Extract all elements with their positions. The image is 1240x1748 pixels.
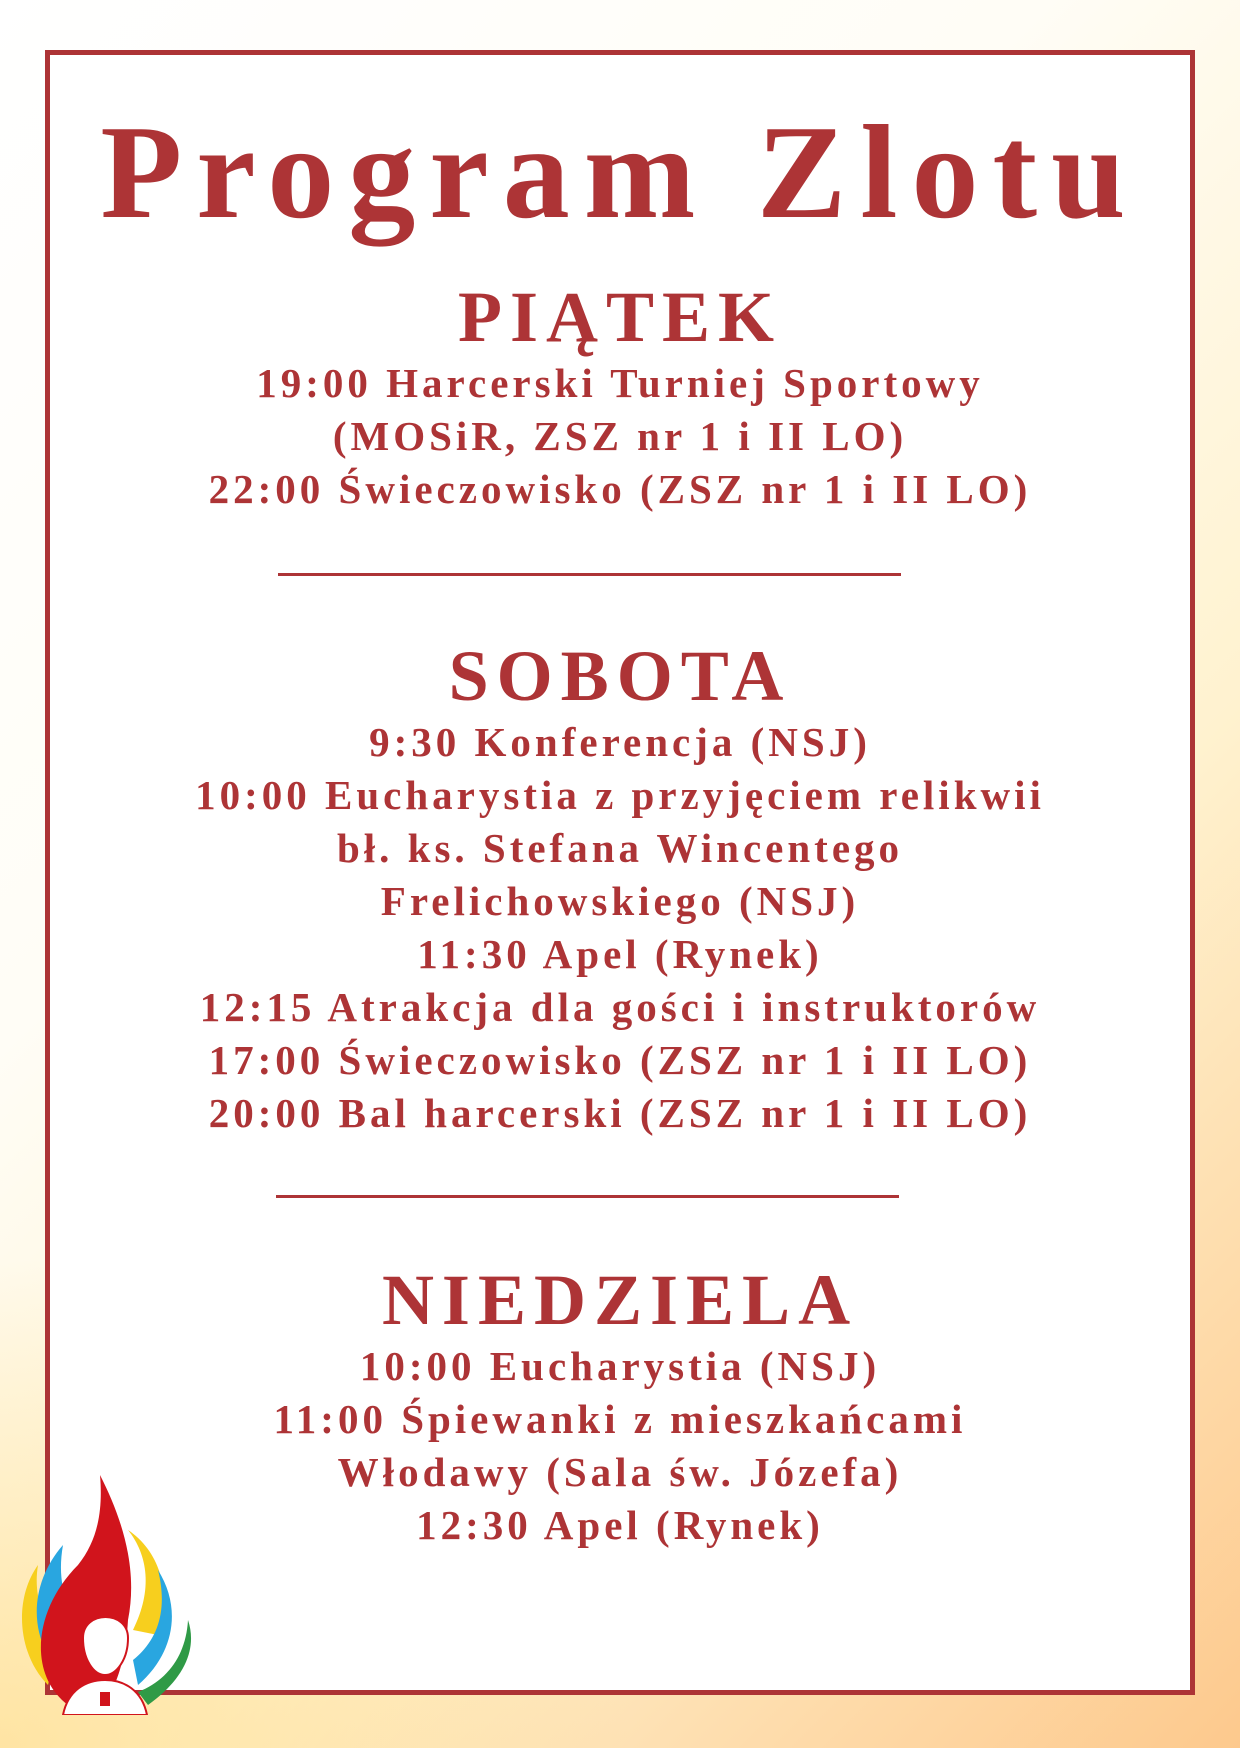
schedule-line: 17:00 Świeczowisko (ZSZ nr 1 i II LO) bbox=[208, 1037, 1032, 1083]
day-heading-saturday: SOBOTA bbox=[448, 636, 792, 716]
schedule-line: 11:00 Śpiewanki z mieszkańcami bbox=[273, 1396, 967, 1442]
day-heading-sunday: NIEDZIELA bbox=[381, 1260, 859, 1340]
schedule-line: Włodawy (Sala św. Józefa) bbox=[337, 1449, 903, 1495]
schedule-line: 20:00 Bal harcerski (ZSZ nr 1 i II LO) bbox=[208, 1090, 1032, 1136]
schedule-line: 12:15 Atrakcja dla gości i instruktorów bbox=[199, 984, 1041, 1030]
schedule-line: 10:00 Eucharystia z przyjęciem relikwii bbox=[195, 772, 1045, 818]
logo-head bbox=[83, 1617, 128, 1675]
schedule-line: 19:00 Harcerski Turniej Sportowy bbox=[256, 360, 984, 406]
schedule-line: bł. ks. Stefana Wincentego bbox=[336, 825, 904, 871]
schedule-line: 10:00 Eucharystia (NSJ) bbox=[359, 1343, 881, 1389]
section-divider bbox=[278, 573, 901, 576]
logo-neck-tie bbox=[100, 1692, 110, 1706]
day-heading-friday: PIĄTEK bbox=[457, 277, 783, 357]
flame-logo-icon bbox=[8, 1470, 208, 1715]
program-frame bbox=[45, 50, 1195, 1695]
page-title: Program Zlotu bbox=[100, 98, 1140, 246]
day-section-sunday bbox=[50, 1260, 1190, 1552]
schedule-line: Frelichowskiego (NSJ) bbox=[380, 878, 860, 924]
schedule-line: 22:00 Świeczowisko (ZSZ nr 1 i II LO) bbox=[208, 466, 1032, 512]
schedule-line: 11:30 Apel (Rynek) bbox=[417, 931, 823, 977]
schedule-line: (MOSiR, ZSZ nr 1 i II LO) bbox=[332, 413, 908, 459]
day-section-saturday bbox=[50, 636, 1190, 1140]
logo-flame-yellow-right bbox=[128, 1530, 164, 1635]
schedule-line: 12:30 Apel (Rynek) bbox=[416, 1502, 824, 1548]
day-section-friday bbox=[50, 277, 1190, 516]
section-divider bbox=[276, 1195, 899, 1198]
schedule-line: 9:30 Konferencja (NSJ) bbox=[369, 719, 871, 765]
